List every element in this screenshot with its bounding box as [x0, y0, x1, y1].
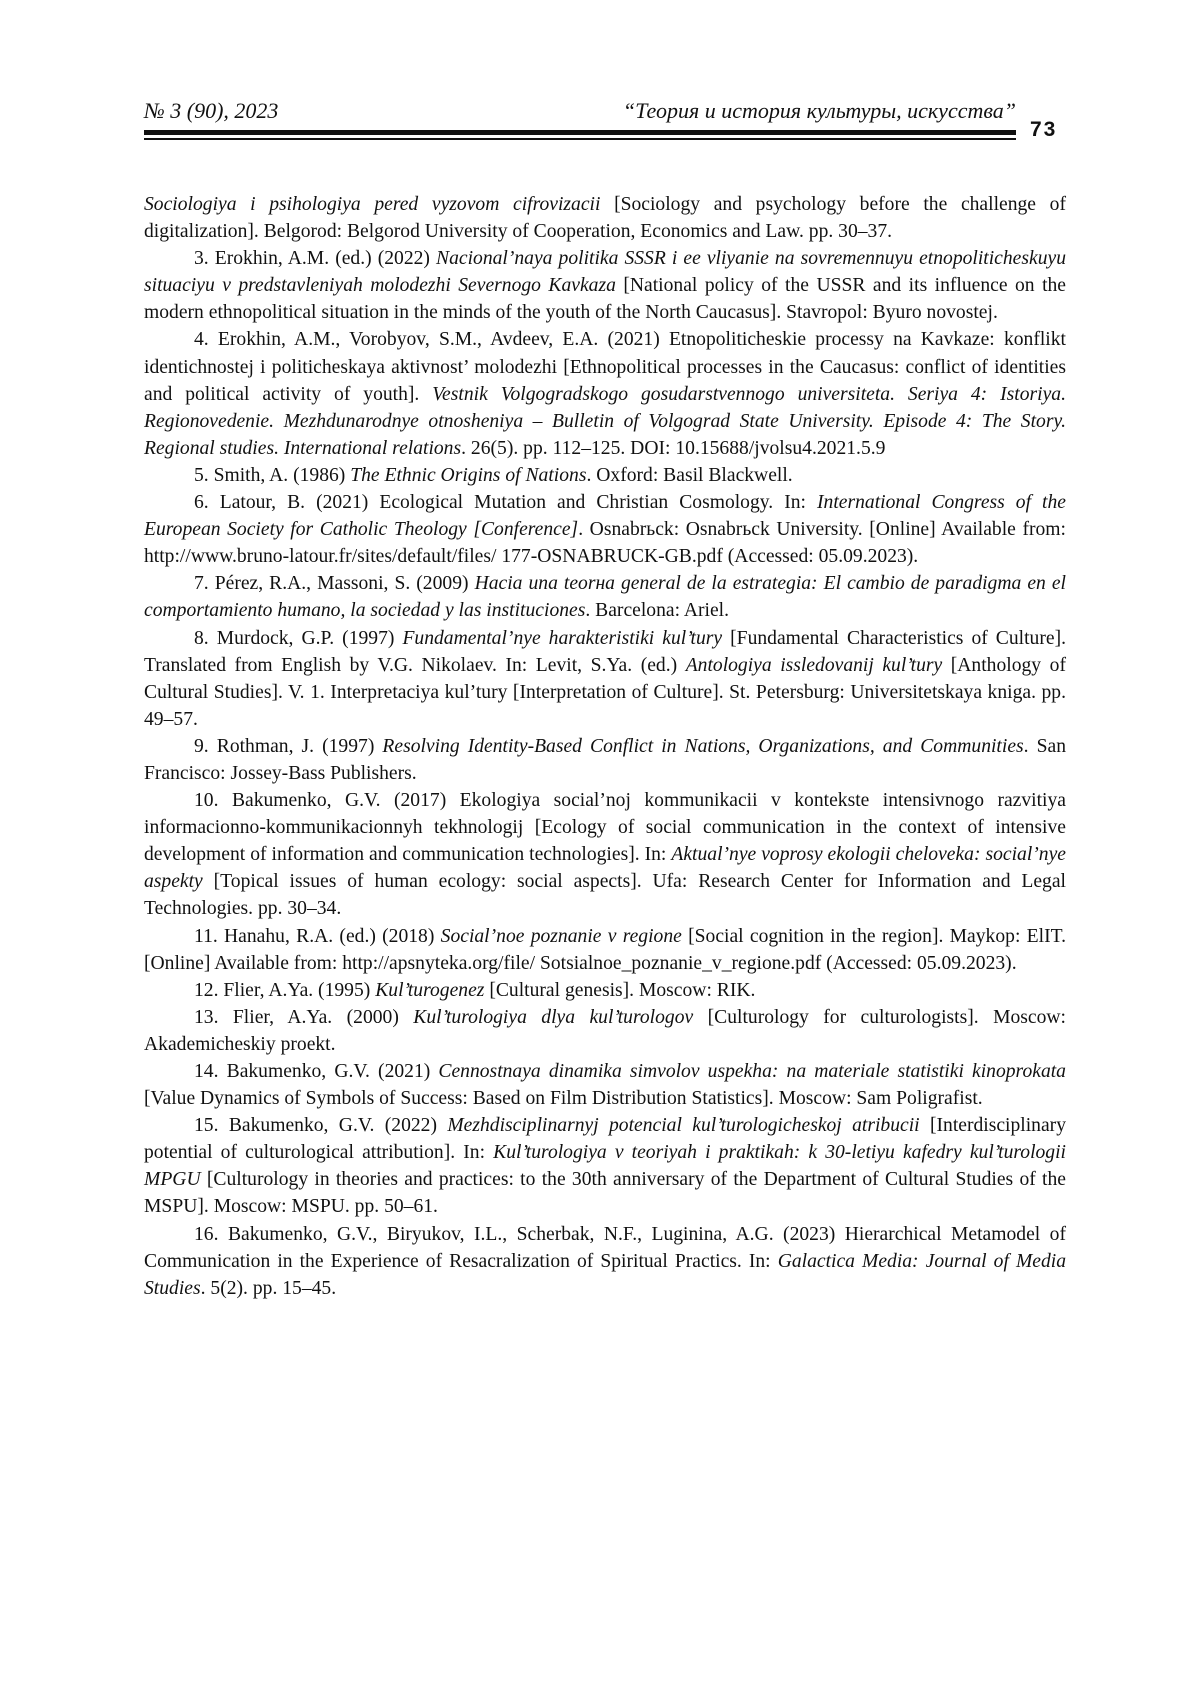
- reference-text: . Oxford: Basil Blackwell.: [586, 465, 792, 486]
- reference-text: . Barcelona: Ariel.: [585, 600, 729, 621]
- reference-text: 10. Bakumenko, G.V. (2017) Ekologiya social’noj kommunikacii v kontekste intensivnogo razvitiya informacionno-kommunikacionnyh tekhnologij [Ecology of social communication in the context of intensive development of information and communication technologies]. In:: [144, 790, 1066, 865]
- reference-text: 13. Flier, A.Ya. (2000): [194, 1007, 413, 1028]
- reference-item-12: [144, 977, 1066, 1004]
- reference-item-9: [144, 733, 1066, 787]
- reference-title: Antologiya issledovanij kul’tury: [686, 655, 943, 676]
- reference-item-7: [144, 570, 1066, 624]
- header-rule-thick: [144, 130, 1016, 135]
- reference-text: [Culturology for culturologists]. Moscow: Akademicheskiy proekt.: [144, 1007, 1066, 1055]
- reference-text: . 26(5). pp. 112–125. DOI: 10.15688/jvolsu4.2021.5.9: [461, 438, 885, 459]
- document-page: [0, 0, 1200, 1698]
- reference-text: [Topical issues of human ecology: social aspects]. Ufa: Research Center for Information and Legal Technologies. pp. 30–34.: [144, 871, 1066, 919]
- reference-title: Kul’turologiya v teoriyah i praktikah: k 30-letiyu kafedry kul’turologii MPGU: [144, 1142, 1066, 1190]
- reference-continuation: [144, 191, 1066, 245]
- reference-item-8: [144, 625, 1066, 733]
- reference-item-15: [144, 1112, 1066, 1220]
- reference-text: [Cultural genesis]. Moscow: RIK.: [484, 980, 755, 1001]
- reference-text: 4. Erokhin, A.M., Vorobyov, S.M., Avdeev, E.A. (2021) Etnopoliticheskie processy na Kavkaze: konflikt identichnostej i politicheskaya aktivnost’ molodezhi [Ethnopolitical processes in the Caucasus: conflict of identities and political activity of youth].: [144, 329, 1066, 404]
- reference-text: 9. Rothman, J. (1997): [194, 736, 382, 757]
- reference-title: The Ethnic Origins of Nations: [350, 465, 586, 486]
- reference-item-13: [144, 1004, 1066, 1058]
- reference-text: [Sociology and psychology before the challenge of digitalization]. Belgorod: Belgorod University of Cooperation, Economics and Law. pp. 30–37.: [144, 194, 1066, 242]
- header-rule-thin: [144, 138, 1016, 140]
- page-number: 73: [1030, 118, 1057, 142]
- reference-title: Sociologiya i psihologiya pered vyzovom cifrovizacii: [144, 194, 600, 215]
- reference-title: Nacional’naya politika SSSR i ee vliyanie na sovremennuyu etnopoliticheskuyu situaciyu v predstavleniyah molodezhi Severnogo Kavkaza: [144, 248, 1066, 296]
- reference-text: 3. Erokhin, A.M. (ed.) (2022): [194, 248, 436, 269]
- reference-title: International Congress of the European Society for Catholic Theology [Conference]: [144, 492, 1066, 540]
- reference-text: [Anthology of Cultural Studies]. V. 1. Interpretaciya kul’tury [Interpretation of Culture]. St. Petersburg: Universitetskaya kniga. pp. 49–57.: [144, 655, 1066, 730]
- reference-text: . San Francisco: Jossey-Bass Publishers.: [144, 736, 1066, 784]
- reference-text: [Value Dynamics of Symbols of Success: Based on Film Distribution Statistics]. Moscow: Sam Poligrafist.: [144, 1088, 983, 1109]
- reference-text: [Interdisciplinary potential of culturological attribution]. In:: [144, 1115, 1066, 1163]
- reference-title: Fundamental’nye harakteristiki kul’tury: [402, 628, 722, 649]
- reference-item-3: [144, 245, 1066, 326]
- reference-text: . Osnabrьck: Osnabrьck University. [Online] Available from: http://www.bruno-latour.fr/sites/default/files/ 177-OSNABRUCK-GB.pdf (Accessed: 05.09.2023).: [144, 519, 1066, 567]
- reference-title: Resolving Identity-Based Conflict in Nations, Organizations, and Communities: [382, 736, 1023, 757]
- reference-item-5: [144, 462, 1066, 489]
- reference-list: [144, 191, 1066, 1302]
- reference-title: Galactica Media: Journal of Media Studies: [144, 1251, 1066, 1299]
- reference-text: 11. Hanahu, R.A. (ed.) (2018): [194, 926, 441, 947]
- reference-title: Hacia una teorнa general de la estrategia: El cambio de paradigma en el comportamiento humano, la sociedad y las instituciones: [144, 573, 1066, 621]
- reference-item-14: [144, 1058, 1066, 1112]
- reference-title: Mezhdisciplinarnyj potencial kul’turologicheskoj atribucii: [447, 1115, 919, 1136]
- reference-title: Vestnik Volgogradskogo gosudarstvennogo universiteta. Seriya 4: Istoriya. Regionovedenie. Mezhdunarodnye otnosheniya – Bulletin of Volgograd State University. Episode 4: The Story. Regional studies. International relations: [144, 384, 1066, 459]
- journal-title: “Теория и история культуры, искусства”: [623, 98, 1016, 124]
- reference-text: . 5(2). pp. 15–45.: [201, 1278, 337, 1299]
- reference-item-10: [144, 787, 1066, 922]
- reference-text: 6. Latour, B. (2021) Ecological Mutation and Christian Cosmology. In:: [194, 492, 817, 513]
- issue-label: № 3 (90), 2023: [144, 98, 278, 124]
- reference-title: Kul’turologiya dlya kul’turologov: [413, 1007, 693, 1028]
- reference-text: 8. Murdock, G.P. (1997): [194, 628, 402, 649]
- reference-title: Social’noe poznanie v regione: [441, 926, 682, 947]
- reference-text: 7. Pérez, R.A., Massoni, S. (2009): [194, 573, 475, 594]
- reference-text: 5. Smith, A. (1986): [194, 465, 350, 486]
- reference-text: [Culturology in theories and practices: to the 30th anniversary of the Department of Cultural Studies of the MSPU]. Moscow: MSPU. pp. 50–61.: [144, 1169, 1066, 1217]
- reference-item-4: [144, 326, 1066, 461]
- reference-text: 16. Bakumenko, G.V., Biryukov, I.L., Scherbak, N.F., Luginina, A.G. (2023) Hierarchical Metamodel of Communication in the Experience of Resacralization of Spiritual Practics. In:: [144, 1224, 1066, 1272]
- reference-item-16: [144, 1221, 1066, 1302]
- reference-text: 15. Bakumenko, G.V. (2022): [194, 1115, 447, 1136]
- reference-title: Aktual’nye voprosy ekologii cheloveka: social’nye aspekty: [144, 844, 1066, 892]
- reference-text: 12. Flier, A.Ya. (1995): [194, 980, 375, 1001]
- reference-item-11: [144, 923, 1066, 977]
- reference-text: [Fundamental Characteristics of Culture]. Translated from English by V.G. Nikolaev. In: Levit, S.Ya. (ed.): [144, 628, 1066, 676]
- reference-text: [Social cognition in the region]. Maykop: ElIT. [Online] Available from: http://apsnyteka.org/file/ Sotsialnoe_poznanie_v_regione.pdf (Accessed: 05.09.2023).: [144, 926, 1066, 974]
- reference-text: [National policy of the USSR and its influence on the modern ethnopolitical situation in the minds of the youth of the North Caucasus]. Stavropol: Byuro novostej.: [144, 275, 1066, 323]
- reference-item-6: [144, 489, 1066, 570]
- reference-text: 14. Bakumenko, G.V. (2021): [194, 1061, 438, 1082]
- reference-title: Kul’turogenez: [375, 980, 484, 1001]
- reference-title: Cennostnaya dinamika simvolov uspekha: na materiale statistiki kinoprokata: [438, 1061, 1066, 1082]
